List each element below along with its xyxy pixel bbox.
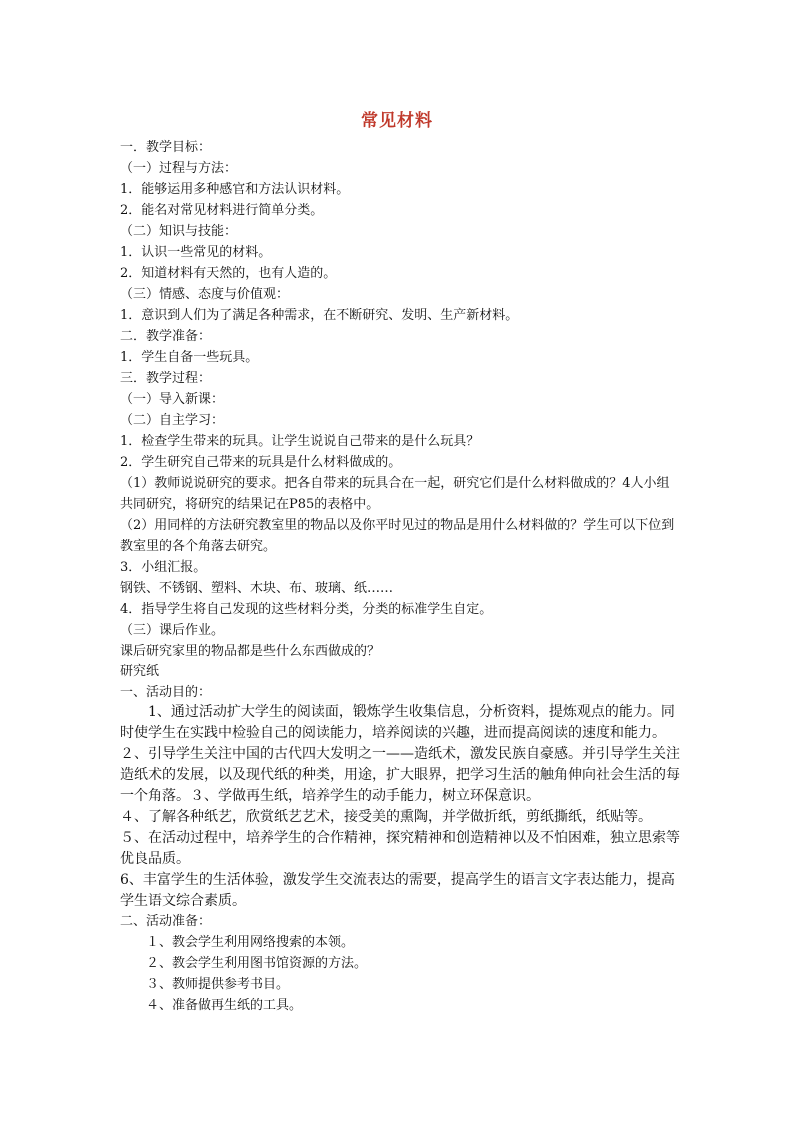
list-item: 2．学生研究自己带来的玩具是什么材料做成的。 bbox=[120, 455, 402, 470]
subheading-attitude-values: （三）情感、态度与价值观： bbox=[120, 287, 290, 302]
activity-goal-1: 1、通过活动扩大学生的阅读面，锻炼学生收集信息，分析资料，提炼观点的能力。同时使学生在实践中检验自己的阅读能力，培养阅读的兴趣，进而提高阅读的速度和能力。 bbox=[120, 704, 675, 741]
list-item: ２、教会学生利用图书馆资源的方法。 bbox=[120, 956, 368, 971]
list-item: ４、准备做再生纸的工具。 bbox=[120, 998, 303, 1013]
list-item: 1．能够运用多种感官和方法认识材料。 bbox=[120, 182, 350, 197]
list-item: 2．能名对常见材料进行简单分类。 bbox=[120, 203, 324, 218]
subheading-process-method: （一）过程与方法： bbox=[120, 161, 238, 176]
activity-goal-5: ５、在活动过程中，培养学生的合作精神，探究精神和创造精神以及不怕困难，独立思索等优良品质。 bbox=[120, 830, 680, 867]
paragraph: （1）教师说说研究的要求。把各自带来的玩具合在一起，研究它们是什么材料做成的？4人小组共同研究，将研究的结果记在P85的表格中。 bbox=[120, 476, 670, 512]
homework-text: 课后研究家里的物品都是些什么东西做成的？ bbox=[120, 644, 381, 659]
activity-goal-4: ４、了解各种纸艺，欣赏纸艺艺术，接受美的熏陶，并学做折纸，剪纸撕纸，纸贴等。 bbox=[120, 809, 652, 825]
heading-activity-goals: 一、活动目的： bbox=[120, 685, 212, 700]
activity-goal-2-3: ２、引导学生关注中国的古代四大发明之一——造纸术，激发民族自豪感。并引导学生关注造纸术的发展，以及现代纸的种类，用途，扩大眼界，把学习生活的触角伸向社会生活的每一个角落。３、学做再生纸，培养学生的动手能力，树立环保意识。 bbox=[120, 746, 680, 804]
subheading-self-study: （二）自主学习： bbox=[120, 413, 225, 428]
document-title: 常见材料 bbox=[361, 111, 433, 131]
list-item: 2．知道材料有天然的，也有人造的。 bbox=[120, 266, 337, 281]
materials-list: 钢铁、不锈钢、塑料、木块、布、玻璃、纸…… bbox=[120, 581, 394, 596]
list-item: 4．指导学生将自己发现的这些材料分类，分类的标准学生自定。 bbox=[120, 602, 493, 617]
subheading-knowledge-skills: （二）知识与技能： bbox=[120, 224, 238, 239]
list-item: １、教会学生利用网络搜索的本领。 bbox=[120, 935, 355, 950]
list-item: 1．意识到人们为了满足各种需求，在不断研究、发明、生产新材料。 bbox=[120, 308, 519, 323]
heading-teaching-goals: 一．教学目标： bbox=[120, 140, 212, 155]
section-title-research-paper: 研究纸 bbox=[120, 664, 160, 679]
heading-teaching-process: 三．教学过程： bbox=[120, 371, 212, 386]
list-item: 1．认识一些常见的材料。 bbox=[120, 245, 272, 260]
subheading-introduction: （一）导入新课： bbox=[120, 392, 225, 407]
list-item: 1．学生自备一些玩具。 bbox=[120, 350, 259, 365]
heading-activity-preparation: 二、活动准备： bbox=[120, 914, 212, 929]
heading-teaching-preparation: 二．教学准备： bbox=[120, 329, 212, 344]
paragraph: （2）用同样的方法研究教室里的物品以及你平时见过的物品是用什么材料做的？学生可以下位到教室里的各个角落去研究。 bbox=[120, 518, 675, 554]
list-item: 3．小组汇报。 bbox=[120, 560, 207, 575]
list-item: ３、教师提供参考书目。 bbox=[120, 977, 290, 992]
subheading-homework: （三）课后作业。 bbox=[120, 623, 225, 638]
list-item: 1．检查学生带来的玩具。让学生说说自己带来的是什么玩具？ bbox=[120, 434, 480, 449]
activity-goal-6: 6、丰富学生的生活体验，激发学生交流表达的需要，提高学生的语言文字表达能力，提高学生语文综合素质。 bbox=[120, 872, 675, 909]
